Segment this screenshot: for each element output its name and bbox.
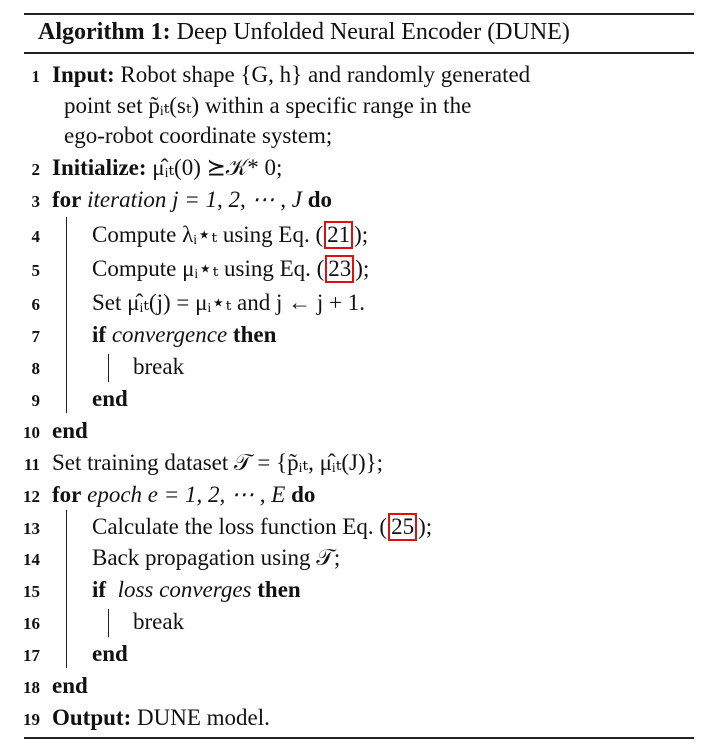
line-number: 7 [31, 327, 40, 346]
equation-reference-link[interactable]: 25 [388, 513, 417, 541]
keyword-for: for [52, 187, 82, 212]
line-number: 3 [31, 192, 40, 211]
loop-condition: iteration j = 1, 2, ⋯ , J [87, 187, 302, 212]
line-text: break [133, 609, 185, 634]
keyword-do: do [307, 187, 333, 212]
line-13-tail: ); [418, 514, 433, 539]
keyword-then: then [232, 322, 277, 347]
line-text: ego-robot coordinate system; [64, 123, 333, 148]
line-text [92, 512, 432, 542]
for-block-bar [66, 510, 67, 668]
if-condition: loss converges [117, 577, 252, 602]
for-block-bar [66, 217, 67, 413]
line-number: 11 [23, 455, 40, 474]
loop-condition: epoch e = 1, 2, ⋯ , E [87, 482, 286, 507]
line-number: 15 [23, 582, 40, 601]
keyword-initialize: Initialize: [52, 155, 147, 180]
algorithm-title [38, 17, 570, 47]
keyword-do: do [291, 482, 316, 507]
line-number: 9 [31, 391, 40, 410]
equation-reference-link[interactable]: 21 [324, 221, 353, 249]
line-number: 6 [31, 295, 40, 314]
line-text [52, 480, 315, 510]
line-text: break [133, 354, 185, 379]
line-number: 2 [31, 160, 40, 179]
keyword-if: if [92, 577, 107, 602]
line-text: Set training dataset 𝒯 = {p̃ᵢₜ, μ̂ᵢₜ(J)}; [52, 450, 384, 475]
keyword-end: end [52, 418, 88, 443]
keyword-end: end [52, 673, 88, 698]
line-number: 18 [23, 678, 40, 697]
title-rule [24, 52, 694, 54]
line-number: 13 [23, 519, 40, 538]
line-text: Set μ̂ᵢₜ(j) = μᵢ⋆ₜ and j ← j + 1. [92, 290, 365, 315]
line-number: 16 [23, 614, 40, 633]
if-block-bar [108, 609, 109, 637]
line-4-body: Compute λᵢ⋆ₜ using Eq. ( [92, 222, 324, 247]
line-text [52, 60, 530, 90]
line-text [92, 220, 368, 250]
if-condition: convergence [111, 322, 228, 347]
line-text [52, 185, 332, 215]
line-5-tail: ); [355, 256, 370, 281]
bottom-rule [24, 737, 694, 739]
equation-reference-link[interactable]: 23 [325, 255, 354, 283]
line-text [92, 575, 301, 605]
line-text [92, 320, 276, 350]
line-5-body: Compute μᵢ⋆ₜ using Eq. ( [92, 256, 325, 281]
keyword-input: Input: [52, 62, 115, 87]
keyword-output: Output: [52, 705, 132, 730]
line-number: 12 [23, 487, 40, 506]
keyword-end: end [92, 641, 128, 666]
line-number: 1 [31, 67, 40, 86]
line-number: 8 [31, 359, 40, 378]
line-text: point set p̃ᵢₜ(sₜ) within a specific range in the [64, 93, 472, 118]
line-text: Back propagation using 𝒯; [92, 545, 341, 570]
line-4-tail: ); [354, 222, 369, 247]
keyword-for: for [52, 482, 82, 507]
line-2-body: μ̂ᵢₜ(0) ⪰𝒦* 0; [152, 155, 283, 180]
line-number: 10 [23, 423, 40, 442]
line-19-body: DUNE model. [137, 705, 270, 730]
keyword-then: then [257, 577, 301, 602]
keyword-if: if [92, 322, 107, 347]
line-number: 4 [31, 227, 40, 246]
algorithm-name: Deep Unfolded Neural Encoder (DUNE) [176, 19, 570, 45]
line-number: 19 [23, 710, 40, 729]
line-text [52, 703, 270, 733]
line-13-body: Calculate the loss function Eq. ( [92, 514, 388, 539]
line-text [92, 254, 369, 284]
algorithm-label: Algorithm 1: [38, 19, 171, 45]
line-number: 14 [23, 550, 40, 569]
top-rule [24, 13, 694, 15]
line-1-body: Robot shape {G, h} and randomly generated [120, 62, 531, 87]
line-text [52, 153, 282, 183]
line-number: 5 [31, 261, 40, 280]
keyword-end: end [92, 386, 128, 411]
line-number: 17 [23, 646, 40, 665]
if-block-bar [108, 354, 109, 382]
